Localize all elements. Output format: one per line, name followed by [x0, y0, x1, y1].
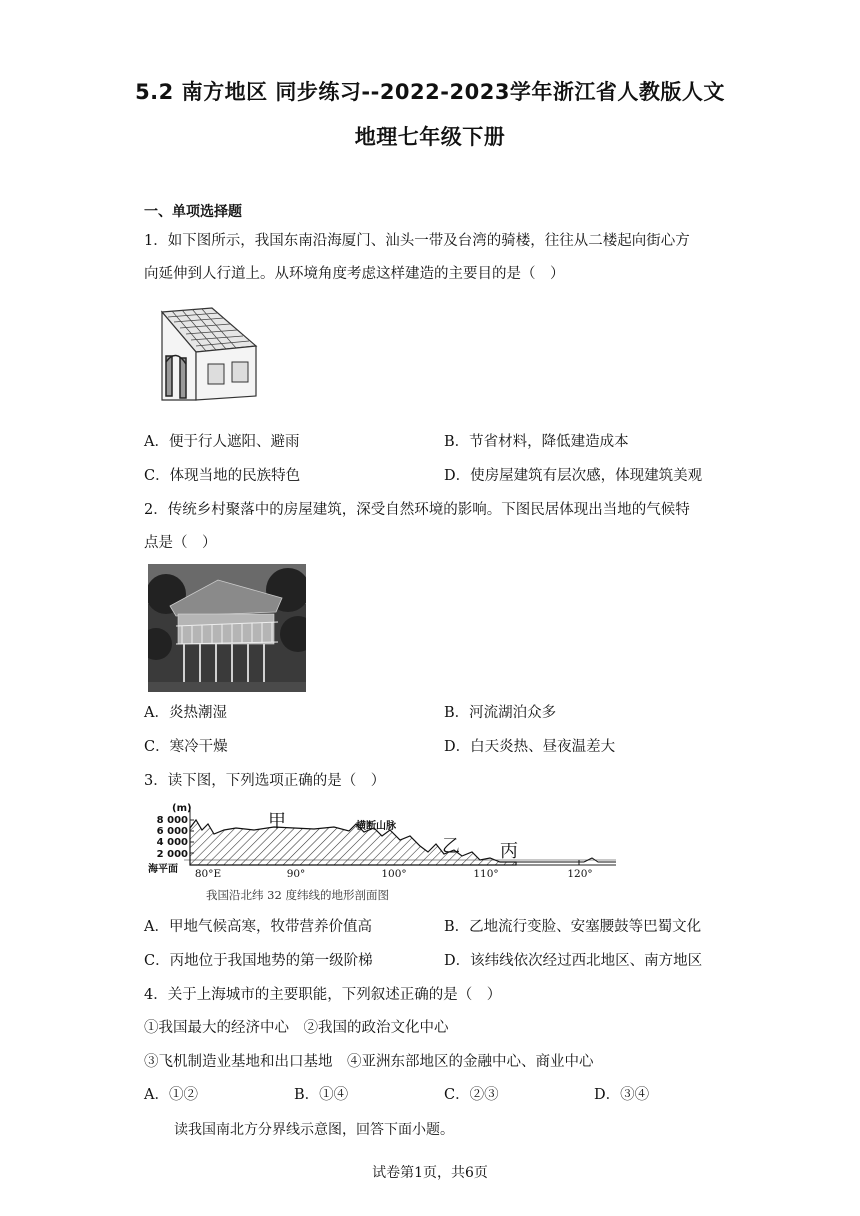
q3-option-c: C．丙地位于我国地势的第一级阶梯	[144, 953, 373, 969]
y-tick-label: 8 000	[156, 815, 188, 826]
q2-option-b: B．河流湖泊众多	[444, 705, 557, 721]
y-tick-label: 2 000	[156, 849, 188, 860]
place-label-jia: 甲	[268, 811, 286, 832]
q1-option-c: C．体现当地的民族特色	[144, 468, 301, 484]
q4-option-a: A．①②	[144, 1087, 198, 1103]
figure-caption: 我国沿北纬 32 度纬线的地形剖面图	[206, 888, 389, 902]
q3-option-a: A．甲地气候高寒，牧带营养价值高	[144, 919, 372, 935]
q1-option-d: D．使房屋建筑有层次感，体现建筑美观	[444, 468, 703, 484]
q1-option-a: A．便于行人遮阳、避雨	[144, 434, 300, 450]
q2-option-a: A．炎热潮湿	[144, 705, 227, 721]
q2-option-d: D．白天炎热、昼夜温差大	[444, 739, 616, 755]
arcade-building-figure	[144, 300, 264, 412]
y-tick-label: 4 000	[156, 837, 188, 848]
place-label-hengduan: 横断山脉	[356, 821, 396, 832]
x-tick-label: 90°	[286, 868, 306, 880]
page-title-line1: 5.2 南方地区 同步练习--2022-2023学年浙江省人教版人文	[135, 80, 725, 104]
x-tick-label: 110°	[473, 868, 499, 880]
page-title-line2: 地理七年级下册	[354, 125, 506, 149]
q1-stem-line1: 1．如下图所示，我国东南沿海厦门、汕头一带及台湾的骑楼，往往从二楼起向街心方	[144, 233, 690, 249]
q3-option-b: B．乙地流行变脸、安塞腰鼓等巴蜀文化	[444, 919, 702, 935]
q4-option-b: B．①④	[294, 1087, 349, 1103]
q4-option-c: C．②③	[444, 1087, 499, 1103]
q2-option-c: C．寒冷干燥	[144, 739, 228, 755]
x-tick-label: 100°	[381, 868, 407, 880]
sea-level-label: 海平面	[148, 864, 178, 875]
page-footer: 试卷第1页，共6页	[372, 1165, 488, 1181]
q2-stem-line2: 点是（ ）	[144, 535, 217, 551]
y-tick-label: 6 000	[156, 826, 188, 837]
terrain-profile-figure	[144, 800, 620, 906]
q2-stem-line1: 2．传统乡村聚落中的房屋建筑，深受自然环境的影响。下图民居体现出当地的气候特	[144, 502, 690, 518]
q1-option-b: B．节省材料，降低建造成本	[444, 434, 629, 450]
q4-stem: 4．关于上海城市的主要职能，下列叙述正确的是（ ）	[144, 987, 502, 1003]
q4-items-line2: ③飞机制造业基地和出口基地 ④亚洲东部地区的金融中心、商业中心	[144, 1054, 594, 1070]
q3-stem: 3．读下图，下列选项正确的是（ ）	[144, 773, 386, 789]
q4-items-line1: ①我国最大的经济中心 ②我国的政治文化中心	[144, 1020, 449, 1036]
y-axis-unit: (m)	[172, 803, 192, 814]
next-section-intro: 读我国南北方分界线示意图，回答下面小题。	[174, 1122, 454, 1138]
q1-stem-line2: 向延伸到人行道上。从环境角度考虑这样建造的主要目的是（ ）	[144, 266, 565, 282]
place-label-yi: 乙	[442, 836, 460, 857]
q4-option-d: D．③④	[594, 1087, 650, 1103]
q3-option-d: D．该纬线依次经过西北地区、南方地区	[444, 953, 703, 969]
place-label-bing: 丙	[500, 841, 518, 862]
section-heading: 一、单项选择题	[144, 204, 242, 220]
x-tick-label: 80°E	[194, 868, 222, 880]
stilt-house-photo	[148, 564, 306, 692]
x-tick-label: 120°	[567, 868, 593, 880]
